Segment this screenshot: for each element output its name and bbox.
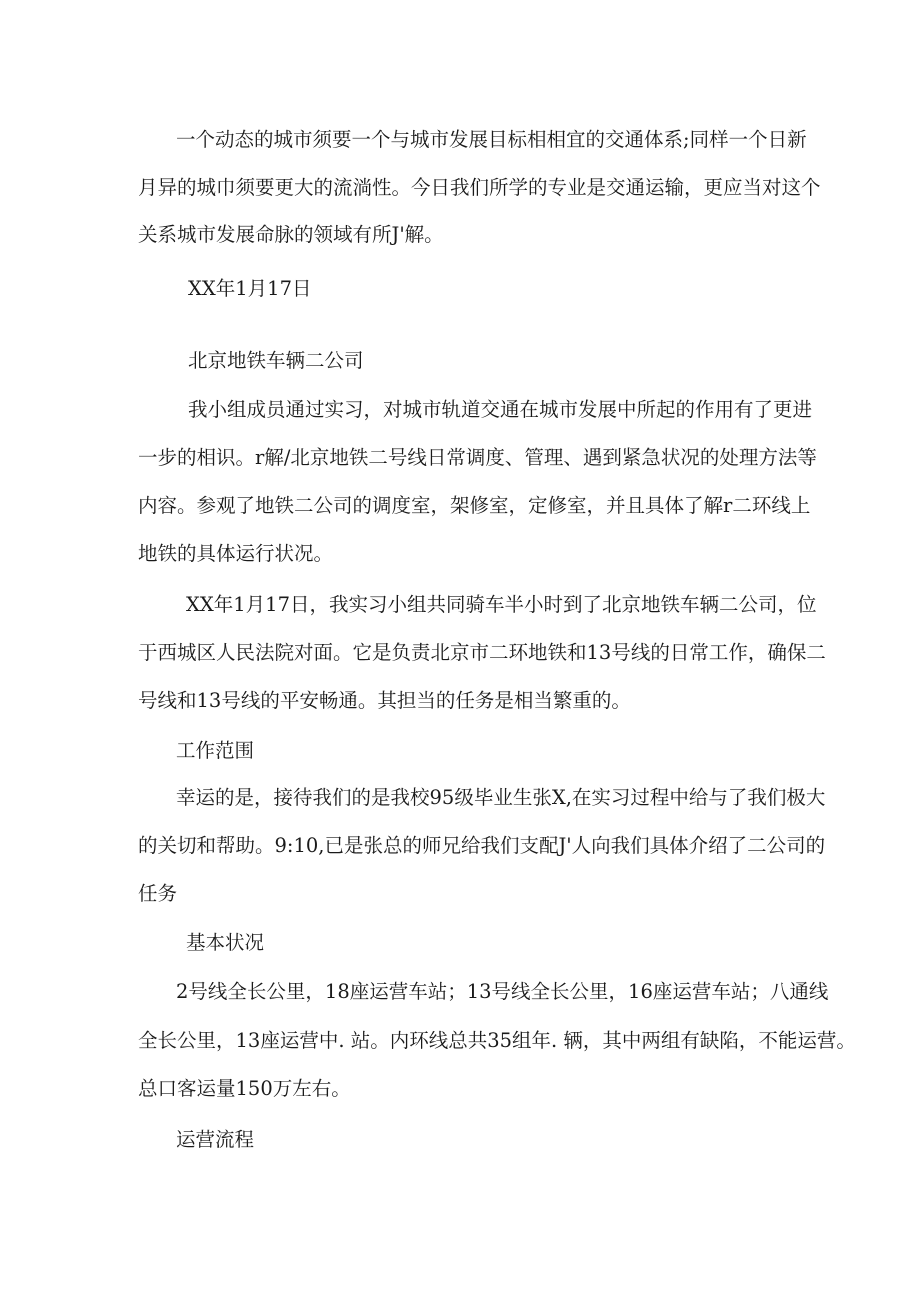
company-heading: 北京地铁车辆二公司 [188, 349, 364, 372]
paragraph-5-line-2: 于西城区人民法院对面。它是负责北京市二环地铁和13号线的日常工作，确保二 [138, 641, 826, 664]
paragraph-5-line-3: 号线和13号线的平安畅通。其担当的任务是相当繁重的。 [138, 689, 631, 712]
paragraph-9-line-3: 总口客运量150万左右。 [138, 1077, 351, 1100]
paragraph-4-line-4: 地铁的具体运行状况。 [138, 542, 334, 565]
paragraph-7-line-2: 的关切和帮助。9:10,已是张总的师兄给我们支配J'人向我们具体介绍了二公司的 [138, 834, 826, 857]
paragraph-9-line-1: 2号线全长公里，18座运营车站；13号线全长公里，16座运营车站；八通线 [176, 980, 829, 1003]
paragraph-1-line-3: 关系城市发展命脉的领域有所J'解。 [138, 223, 444, 246]
paragraph-4-line-3: 内容。参观了地铁二公司的调度室，架修室，定修室，并且具体了解r二环线上 [138, 494, 811, 517]
paragraph-4-line-1: 我小组成员通过实习，对城市轨道交通在城市发展中所起的作用有了更进 [188, 398, 813, 421]
paragraph-9-line-2: 全长公里，13座运营中. 站。内环线总共35组年. 辆，其中两组有缺陷，不能运营。 [138, 1029, 856, 1052]
paragraph-1-line-1: 一个动态的城市须要一个与城市发展目标相相宜的交通体系;同样一个日新 [176, 128, 807, 151]
paragraph-5-line-1: XX年1月17日，我实习小组共同骑车半小时到了北京地铁车辆二公司，位 [186, 593, 817, 616]
paragraph-1-line-2: 月异的城巾须要更大的流淌性。今日我们所学的专业是交通运输，更应当对这个 [138, 176, 821, 199]
section-heading-operations: 运营流程 [176, 1128, 255, 1151]
date-heading: XX年1月17日 [188, 277, 312, 300]
section-heading-scope: 工作范围 [176, 739, 255, 762]
paragraph-7-line-3: 任务 [138, 882, 178, 905]
paragraph-7-line-1: 幸运的是，接待我们的是我校95级毕业生张X,在实习过程中给与了我们极大 [176, 786, 826, 809]
paragraph-4-line-2: 一步的相识。r解/北京地铁二号线日常调度、管理、遇到紧急状况的处理方法等 [138, 446, 817, 469]
section-heading-basic: 基本状况 [186, 931, 265, 954]
